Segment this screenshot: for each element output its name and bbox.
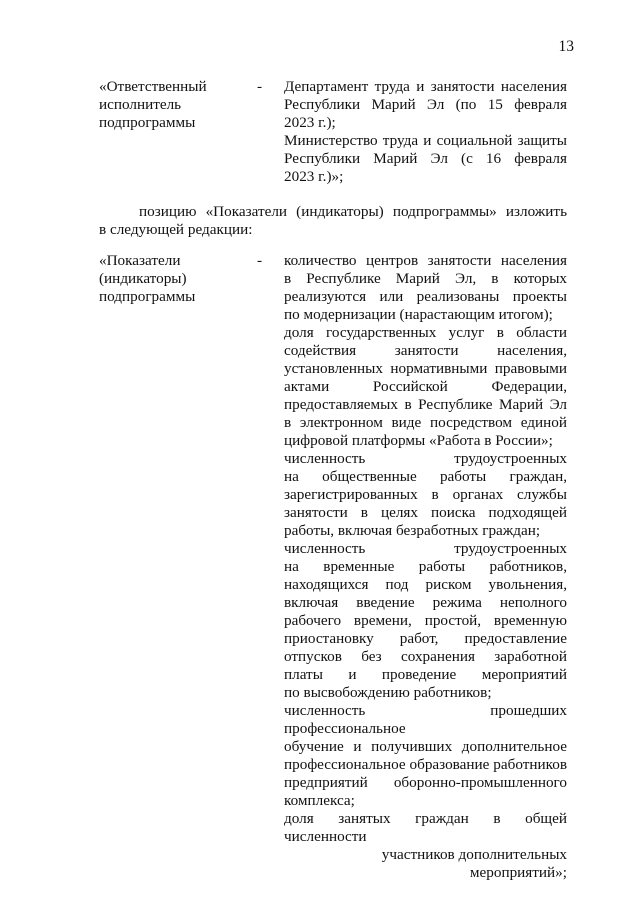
indicators-line: профессиональное образование работников xyxy=(284,756,567,773)
indicators-line: актами Российской Федерации, xyxy=(284,378,567,395)
indicators-line: зарегистрированных в органах службы xyxy=(284,486,567,503)
indicators-line: занятости в целях поиска подходящей xyxy=(284,504,567,521)
indicators-line: по модернизации (нарастающим итогом); xyxy=(284,306,553,323)
indicators-line: на общественные работы граждан, xyxy=(284,468,567,485)
indicators-line: в Республике Марий Эл, в которых xyxy=(284,270,567,287)
intro-line-2: в следующей редакции: xyxy=(99,221,253,238)
indicators-line: работы, включая безработных граждан; xyxy=(284,522,541,539)
indicators-line: включая введение режима неполного xyxy=(284,594,567,611)
indicators-line: количество центров занятости населения xyxy=(284,252,567,269)
responsible-executor-line: Республики Марий Эл (по 15 февраля xyxy=(284,96,567,113)
responsible-executor-line: 2023 г.); xyxy=(284,114,336,131)
indicators-line: отпусков без сохранения заработной xyxy=(284,648,567,665)
responsible-executor-row xyxy=(99,78,567,186)
indicators-line: содействия занятости населения, xyxy=(284,342,567,359)
indicators-line: рабочего времени, простой, временную xyxy=(284,612,567,629)
indicators-line: доля занятых граждан в общей численности xyxy=(284,810,567,845)
indicators-line: предоставляемых в Республике Марий Эл xyxy=(284,396,567,413)
responsible-executor-dash: - xyxy=(257,78,263,95)
indicators-line: участников дополнительных мероприятий»; xyxy=(381,846,567,881)
responsible-executor-text xyxy=(284,78,567,186)
indicators-line: платы и проведение мероприятий xyxy=(284,666,567,683)
indicators-line: установленных нормативными правовыми xyxy=(284,360,567,377)
indicators-text xyxy=(284,252,567,882)
indicators-line: приостановку работ, предоставление xyxy=(284,630,567,647)
indicators-line: обучение и получивших дополнительное xyxy=(284,738,567,755)
responsible-executor-line: 2023 г.)»; xyxy=(284,168,344,185)
indicators-line: на временные работы работников, xyxy=(284,558,567,575)
indicators-line: доля государственных услуг в области xyxy=(284,324,567,341)
indicators-line: комплекса; xyxy=(284,792,355,809)
indicators-line: в электронном виде посредством единой xyxy=(284,414,567,431)
responsible-executor-line: Департамент труда и занятости населения xyxy=(284,78,567,95)
indicators-line: находящихся под риском увольнения, xyxy=(284,576,567,593)
indicators-line: реализуются или реализованы проекты xyxy=(284,288,567,305)
responsible-executor-label: «Ответственный исполнитель подпрограммы xyxy=(99,78,207,131)
indicators-line: цифровой платформы «Работа в России»; xyxy=(284,432,553,449)
indicators-label: «Показатели (индикаторы) подпрограммы xyxy=(99,252,196,305)
responsible-executor-line: Республики Марий Эл (с 16 февраля xyxy=(284,150,567,167)
indicators-line: по высвобождению работников; xyxy=(284,684,492,701)
indicators-dash: - xyxy=(257,252,263,269)
intro-paragraph xyxy=(99,203,567,239)
intro-line-1: позицию «Показатели (индикаторы) подпрограммы» изложить xyxy=(139,203,567,220)
page-number: 13 xyxy=(558,38,574,55)
indicators-line: предприятий оборонно-промышленного xyxy=(284,774,567,791)
indicators-row xyxy=(99,252,567,882)
indicators-line: численность трудоустроенных xyxy=(284,450,567,467)
responsible-executor-line: Министерство труда и социальной защиты xyxy=(284,132,567,149)
indicators-line: численность прошедших профессиональное xyxy=(284,702,567,737)
indicators-line: численность трудоустроенных xyxy=(284,540,567,557)
